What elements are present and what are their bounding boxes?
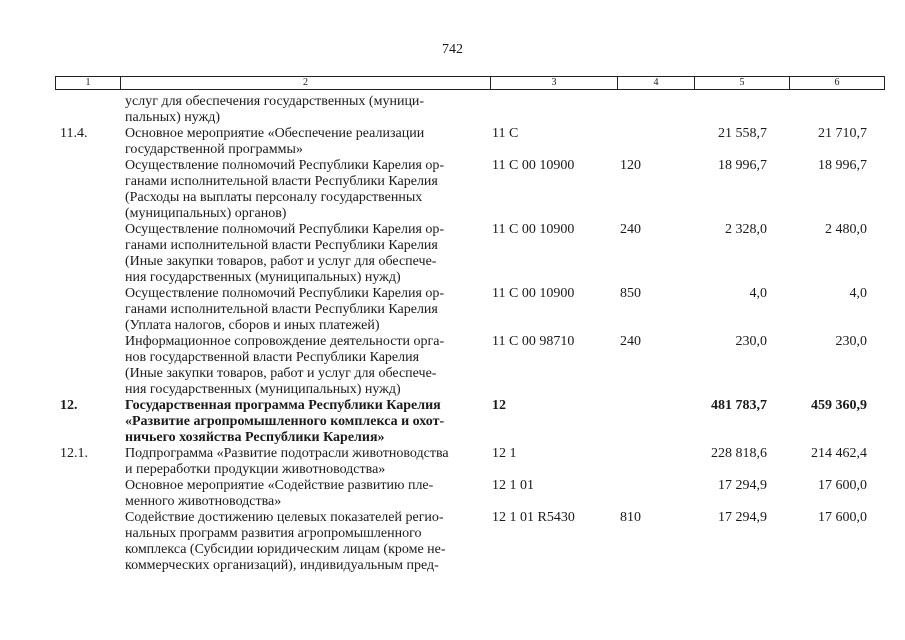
row-name — [125, 286, 480, 334]
row-value-1: 17 294,9 — [718, 478, 767, 493]
row-expense-type: 120 — [620, 158, 641, 173]
row-code: 12 — [492, 398, 506, 413]
table-body — [0, 94, 905, 574]
column-header-4: 4 — [618, 77, 695, 89]
row-name — [125, 398, 480, 446]
row-name-line: Осуществление полномочий Республики Карелия ор- — [125, 286, 445, 301]
row-name — [125, 158, 480, 222]
row-name-line: Содействие достижению целевых показателей регио- — [125, 510, 444, 525]
row-name-line: Основное мероприятие «Содействие развитию пле- — [125, 478, 434, 493]
row-name-line: Подпрограмма «Развитие подотрасли животноводства — [125, 446, 449, 461]
row-name-line: коммерческих организаций), индивидуальным пред- — [125, 558, 439, 573]
row-value-1: 18 996,7 — [718, 158, 767, 173]
row-name-line: Информационное сопровождение деятельности орга- — [125, 334, 445, 349]
row-expense-type: 850 — [620, 286, 641, 301]
table-row — [0, 334, 905, 398]
row-number: 11.4. — [60, 126, 88, 141]
row-number: 12.1. — [60, 446, 88, 461]
table-row — [0, 478, 905, 510]
row-expense-type: 240 — [620, 222, 641, 237]
row-code: 12 1 01 R5430 — [492, 510, 575, 525]
row-name-line: Осуществление полномочий Республики Карелия ор- — [125, 158, 445, 173]
row-name-line: и переработки продукции животноводства» — [125, 462, 386, 477]
row-number: 12. — [60, 398, 78, 413]
row-value-2: 18 996,7 — [818, 158, 867, 173]
row-name-line: «Развитие агропромышленного комплекса и охот- — [125, 414, 445, 429]
row-name-line: (Иные закупки товаров, работ и услуг для обеспече- — [125, 254, 437, 269]
row-code: 11 С 00 10900 — [492, 158, 575, 173]
row-value-1: 481 783,7 — [711, 398, 767, 413]
row-name-line: комплекса (Субсидии юридическим лицам (кроме не- — [125, 542, 446, 557]
row-code: 12 1 01 — [492, 478, 534, 493]
row-value-2: 17 600,0 — [818, 478, 867, 493]
table-row — [0, 446, 905, 478]
row-value-2: 214 462,4 — [811, 446, 867, 461]
row-name-line: нальных программ развития агропромышленного — [125, 526, 422, 541]
table-row — [0, 222, 905, 286]
row-code: 12 1 — [492, 446, 517, 461]
row-name — [125, 478, 480, 510]
column-header-row — [55, 76, 885, 90]
row-name-line: Осуществление полномочий Республики Карелия ор- — [125, 222, 445, 237]
row-name — [125, 126, 480, 158]
row-code: 11 С — [492, 126, 519, 141]
row-name-line: (Расходы на выплаты персоналу государственных — [125, 190, 423, 205]
row-value-1: 4,0 — [749, 286, 767, 301]
row-name-line: ничьего хозяйства Республики Карелия» — [125, 430, 385, 445]
table-row — [0, 94, 905, 126]
row-name-line: (Уплата налогов, сборов и иных платежей) — [125, 318, 380, 333]
row-name-line: ния государственных (муниципальных) нужд) — [125, 270, 401, 285]
row-expense-type: 240 — [620, 334, 641, 349]
row-code: 11 С 00 10900 — [492, 286, 575, 301]
table-row — [0, 510, 905, 574]
row-name-line: (муниципальных) органов) — [125, 206, 287, 221]
table-row — [0, 126, 905, 158]
row-value-1: 230,0 — [735, 334, 767, 349]
row-code: 11 С 00 98710 — [492, 334, 575, 349]
column-header-6: 6 — [834, 77, 840, 88]
row-value-2: 4,0 — [849, 286, 867, 301]
row-value-1: 228 818,6 — [711, 446, 767, 461]
row-name — [125, 334, 480, 398]
table-row — [0, 158, 905, 222]
row-name-line: государственной программы» — [125, 142, 303, 157]
row-name-line: нов государственной власти Республики Карелия — [125, 350, 420, 365]
row-value-2: 21 710,7 — [818, 126, 867, 141]
column-header-5: 5 — [695, 77, 790, 89]
row-value-2: 17 600,0 — [818, 510, 867, 525]
row-name — [125, 446, 480, 478]
row-code: 11 С 00 10900 — [492, 222, 575, 237]
row-value-2: 459 360,9 — [811, 398, 867, 413]
table-row — [0, 398, 905, 446]
row-value-2: 2 480,0 — [825, 222, 867, 237]
row-name-line: (Иные закупки товаров, работ и услуг для обеспече- — [125, 366, 437, 381]
row-name-line: Государственная программа Республики Карелия — [125, 398, 441, 413]
row-expense-type: 810 — [620, 510, 641, 525]
column-header-2: 2 — [121, 77, 491, 89]
row-name-line: услуг для обеспечения государственных (муници- — [125, 94, 425, 109]
page-number: 742 — [442, 42, 463, 57]
row-value-1: 17 294,9 — [718, 510, 767, 525]
row-name-line: ния государственных (муниципальных) нужд) — [125, 382, 401, 397]
row-name-line: ганами исполнительной власти Республики Карелия — [125, 238, 438, 253]
column-header-3: 3 — [491, 77, 618, 89]
column-header-1: 1 — [56, 77, 121, 89]
row-name-line: пальных) нужд) — [125, 110, 221, 125]
row-name-line: Основное мероприятие «Обеспечение реализации — [125, 126, 425, 141]
row-name — [125, 510, 480, 574]
table-row — [0, 286, 905, 334]
row-value-2: 230,0 — [835, 334, 867, 349]
row-name-line: менного животноводства» — [125, 494, 282, 509]
row-name — [125, 94, 480, 126]
row-name — [125, 222, 480, 286]
row-name-line: ганами исполнительной власти Республики Карелия — [125, 174, 438, 189]
row-value-1: 2 328,0 — [725, 222, 767, 237]
row-name-line: ганами исполнительной власти Республики Карелия — [125, 302, 438, 317]
row-value-1: 21 558,7 — [718, 126, 767, 141]
